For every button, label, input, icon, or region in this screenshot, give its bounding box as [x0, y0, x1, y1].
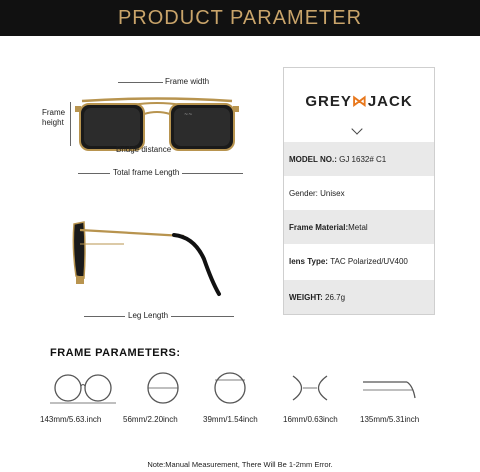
frame-height-line [70, 102, 71, 146]
param-label-height: 56mm/2.20inch [123, 415, 178, 424]
spec-row-model: MODEL NO.: GJ 1632# C1 [284, 142, 434, 176]
mini-frame-bridge [275, 368, 345, 408]
mini-frame-temple [355, 368, 425, 408]
page-title: PRODUCT PARAMETER [117, 7, 363, 29]
mini-frame-total [48, 368, 118, 408]
param-label-total: 143mm/5.63.inch [40, 415, 102, 424]
total-length-label: Total frame Length [110, 168, 182, 177]
chevron-down-icon [351, 123, 362, 134]
spec-row-material: Frame Material: Metal [284, 210, 434, 244]
side-view-glasses [64, 214, 234, 304]
brand-bowtie-icon: ⋈ [351, 93, 368, 110]
frame-height-label-1: Frame [42, 108, 66, 117]
frame-height-label-2: height [42, 118, 64, 127]
mini-frame-height [128, 368, 198, 408]
param-label-temple: 135mm/5.31inch [360, 415, 420, 424]
spec-row-gender: Gender: Unisex [289, 188, 345, 198]
header-bar [0, 0, 480, 36]
leg-length-label: Leg Length [125, 311, 171, 320]
brand-logo: GREY⋈JACK [305, 93, 413, 110]
front-view-glasses [72, 92, 242, 152]
spec-row-lens: lens Type: TAC Polarized/UV400 [289, 256, 408, 266]
spec-row-weight: WEIGHT: 26.7g [284, 280, 434, 314]
measurement-note: Note:Manual Measurement, There Will Be 1-2mm Error. [147, 460, 333, 469]
mini-frame-lens [195, 368, 265, 408]
frame-width-label: Frame width [165, 77, 210, 86]
spec-panel [283, 67, 435, 315]
bridge-distance-label: Bridge distance [116, 145, 172, 154]
frame-params-title: FRAME PARAMETERS: [50, 347, 181, 359]
svg-text:~~: ~~ [184, 112, 193, 118]
param-label-bridge: 16mm/0.63inch [283, 415, 338, 424]
param-label-lens: 39mm/1.54inch [203, 415, 258, 424]
